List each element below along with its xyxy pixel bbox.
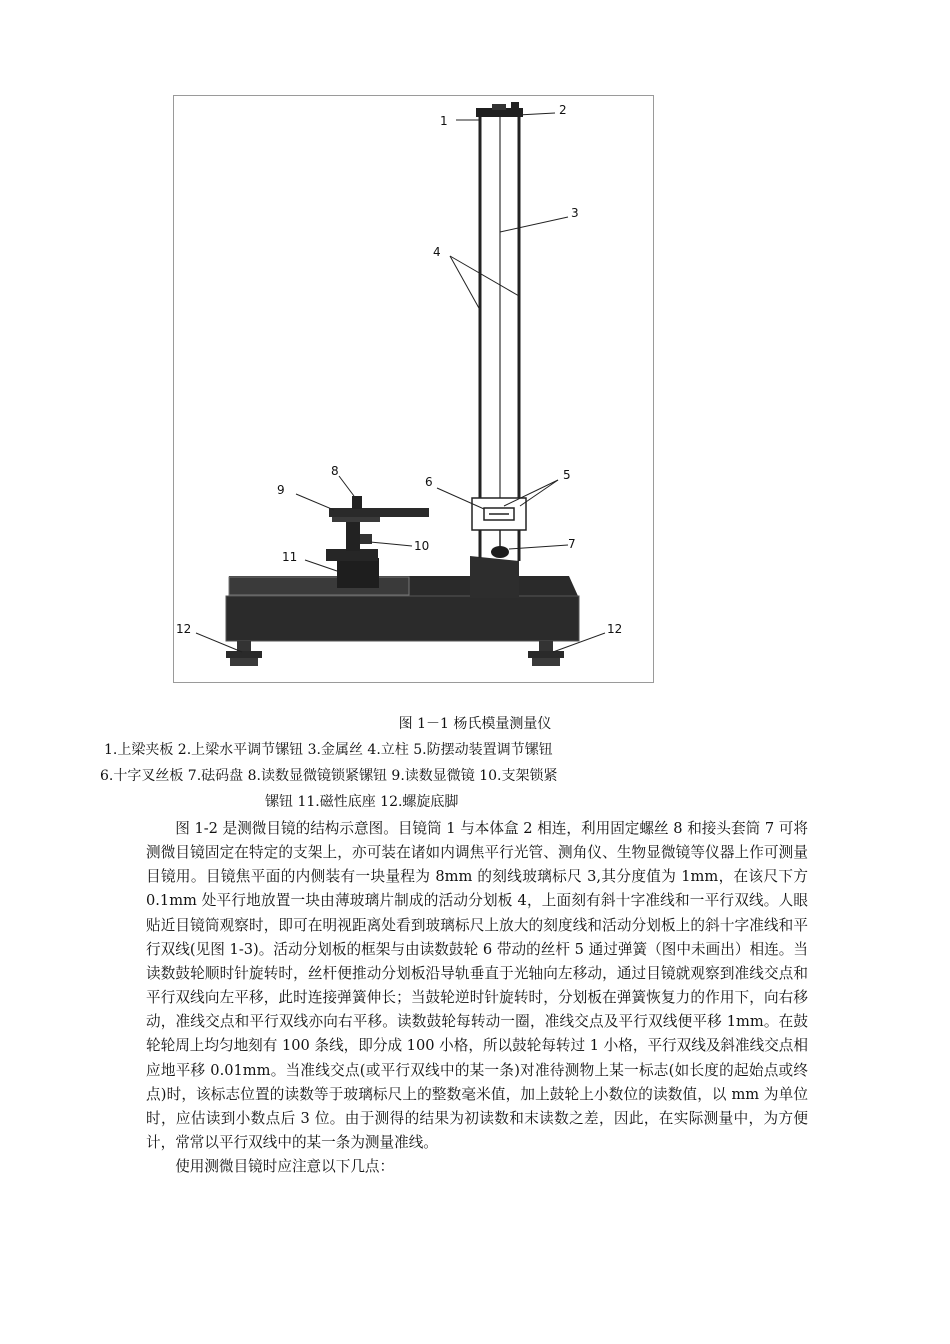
leader-10 xyxy=(370,542,412,546)
legend-line-2: 6.十字叉丝板 7.砝码盘 8.读数显微镜锁紧镙钮 9.读数显微镜 10.支架锁紧 xyxy=(100,768,558,784)
magnetic-base-track xyxy=(229,577,409,595)
legend-line-1: 1.上梁夹板 2.上梁水平调节镙钮 3.金属丝 4.立柱 5.防摆动装置调节镙钮 xyxy=(104,742,553,758)
paragraph-usage-notes: 使用测微目镜时应注意以下几点： xyxy=(175,1158,395,1176)
label-6: 6 xyxy=(425,475,433,489)
label-12-right: 12 xyxy=(607,622,623,636)
label-1: 1 xyxy=(440,114,448,128)
label-3: 3 xyxy=(571,206,579,220)
foot-right-knob xyxy=(528,651,564,658)
body-text xyxy=(146,817,808,1179)
top-clamp xyxy=(492,104,506,110)
leader-3 xyxy=(500,217,568,232)
leader-2 xyxy=(518,113,555,115)
label-4: 4 xyxy=(433,245,441,259)
label-12-left: 12 xyxy=(176,622,192,636)
leader-8 xyxy=(339,476,354,496)
paragraph-eyepiece-description: 图 1-2 是测微目镜的结构示意图。目镜筒 1 与本体盒 2 相连，利用固定螺丝 8 和接头套筒 7 可将测微目镜固定在特定的支架上，亦可装在诸如内调焦平行光管、测角仪、生物显微镜等仪器上作可测量目镜用。目镜焦平面的内侧装有一块量程为 8mm 的刻线玻璃标尺 3,其分度值为 1mm，在该尺下方 0.1mm 处平行地放置一块由薄玻璃片制成的活动分划板 4，上面刻有斜十字准线和一平行双线。人眼贴近目镜筒观察时，即可在明视距离处看到玻璃标尺上放大的刻度线和活动分划板上的斜十字准线和平行双线(见图 1-3)。活动分划板的框架与由读数鼓轮 6 带动的丝杆 5 通过弹簧（图中未画出）相连。当读数鼓轮顺时针旋转时，丝杆便推动分划板沿导轨垂直于光轴向左移动，通过目镜就观察到准线交点和平行双线向左平移，此时连接弹簧伸长；当鼓轮逆时针旋转时，分划板在弹簧恢复力的作用下，向右移动，准线交点和平行双线亦向右平移。读数鼓轮每转动一圈，准线交点及平行双线便平移 1mm。在鼓轮轮周上均匀地刻有 100 条线，即分成 100 小格，所以鼓轮每转过 1 小格，平行双线及斜准线交点相应地平移 0.01mm。当准线交点(或平行双线中的某一条)对准待测物上某一标志(如长度的起始点或终点)时，该标志位置的读数等于玻璃标尺上的整数毫米值，加上鼓轮上小数位的读数值，以 mm 为单位时，应估读到小数点后 3 位。由于测得的结果为初读数和末读数之差，因此，在实际测量中，为方便计，常常以平行双线中的某一条为测量准线。 xyxy=(146,820,808,1152)
apparatus-figure xyxy=(173,95,654,683)
leader-9 xyxy=(296,494,334,510)
foot-left-knob xyxy=(226,651,262,658)
column-support xyxy=(470,556,519,598)
foot-left-pad xyxy=(230,658,258,666)
label-11: 11 xyxy=(282,550,298,564)
figure-caption: 图 1－1 杨氏模量测量仪 xyxy=(398,716,552,732)
label-5: 5 xyxy=(563,468,571,482)
base-body xyxy=(226,596,579,641)
reading-microscope xyxy=(329,508,429,517)
foot-right-pad xyxy=(532,658,560,666)
label-10: 10 xyxy=(414,539,430,553)
leader-5b xyxy=(504,480,558,506)
microscope-rail xyxy=(332,517,380,522)
leader-11 xyxy=(305,560,337,571)
microscope-lock-knob xyxy=(352,496,362,509)
label-7: 7 xyxy=(568,537,576,551)
leader-4b xyxy=(450,256,519,296)
stand-pillar xyxy=(346,519,360,551)
top-knob xyxy=(511,102,519,110)
foot-left-post xyxy=(237,641,251,651)
leader-4a xyxy=(450,256,480,310)
label-2: 2 xyxy=(559,103,567,117)
foot-right-post xyxy=(539,641,553,651)
legend-line-3: 镙钮 11.磁性底座 12.螺旋底脚 xyxy=(265,794,459,810)
label-8: 8 xyxy=(331,464,339,478)
label-9: 9 xyxy=(277,483,285,497)
apparatus-diagram xyxy=(174,96,655,684)
leader-5a xyxy=(520,480,558,506)
weight-tray xyxy=(491,546,509,558)
magnetic-base-block xyxy=(337,558,379,588)
